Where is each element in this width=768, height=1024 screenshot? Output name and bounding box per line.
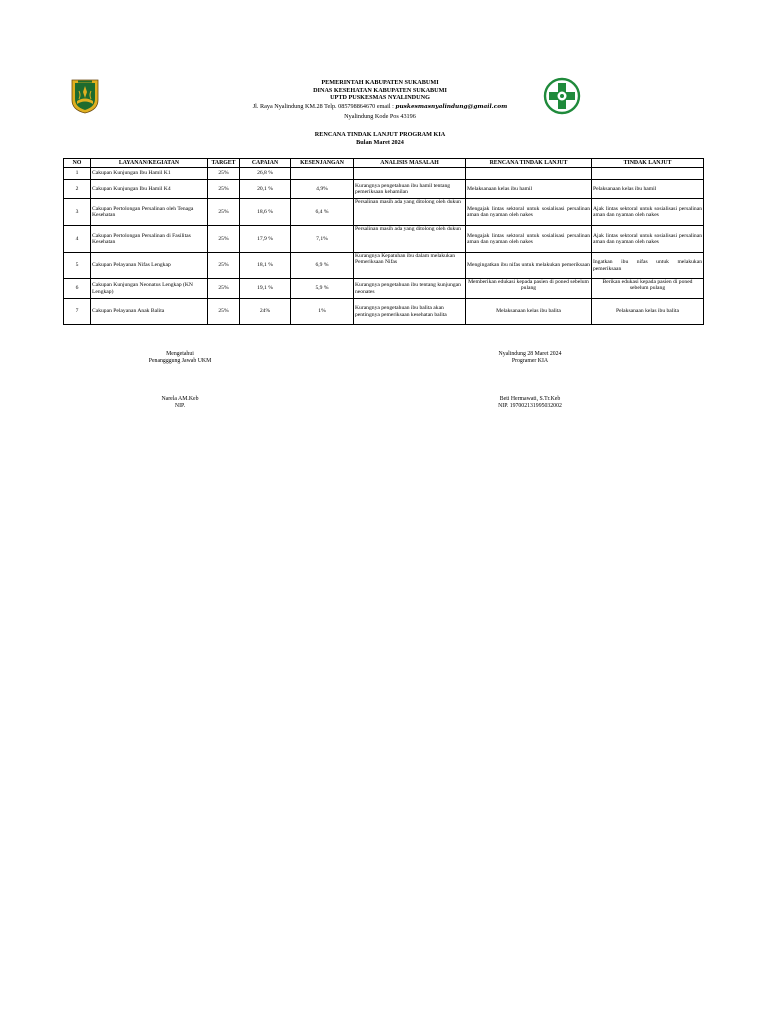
cell-capaian: 26,8 % (240, 168, 291, 180)
table-row (64, 168, 704, 180)
cell-no: 4 (64, 226, 91, 253)
signature-left-name: Narela AM.Keb (161, 395, 199, 402)
cell-kesenjangan: 7,1% (291, 226, 354, 253)
plan-table (63, 158, 704, 325)
cell-tindak: Berikan edukasi kepada pasien di poned sebelum pulang (592, 279, 704, 299)
cell-kesenjangan: 5,9 % (291, 279, 354, 299)
cell-rencana (466, 168, 592, 180)
header-address-text: Jl. Raya Nyalindung KM.28 Telp. 085798864670 email : (252, 102, 394, 110)
header-email: puskesmasnyalindung@gmail.com (395, 103, 508, 110)
cell-analisis: Kurangnya pengetahuan ibu balita akan pentingnya pemeriksaan kesehatan balita (354, 299, 466, 325)
cell-rencana: Mengajak lintas sektoral untuk sosialisasi persalinan aman dan nyaman oleh nakes (466, 226, 592, 253)
cell-capaian: 19,1 % (240, 279, 291, 299)
cell-analisis: Kurangnya Kepatuhan ibu dalam melakukan Pemeriksaan Nifas (354, 253, 466, 279)
title-period: Bulan Maret 2024 (356, 138, 404, 146)
cell-kesenjangan: 6,9 % (291, 253, 354, 279)
cell-tindak: Ajak lintas sektoral untuk sosialisasi persalinan aman dan nyaman oleh nakes (592, 226, 704, 253)
signature-left (110, 351, 250, 411)
cell-layanan: Cakupan Kunjungan Ibu Hamil K4 (91, 180, 208, 199)
signature-left-nip: NIP. (174, 403, 186, 410)
cell-no: 1 (64, 168, 91, 180)
cell-rencana: Mengajak lintas sektoral untuk sosialisasi persalinan aman dan nyaman oleh nakes (466, 199, 592, 226)
table-row (64, 279, 704, 299)
cell-no: 2 (64, 180, 91, 199)
kabupaten-sukabumi-emblem-icon (70, 78, 100, 114)
cell-target: 25% (208, 226, 240, 253)
cell-layanan: Cakupan Pelayanan Anak Balita (91, 299, 208, 325)
cell-capaian: 20,1 % (240, 180, 291, 199)
column-header: CAPAIAN (240, 159, 291, 168)
cell-tindak: Pelaksanaan kelas ibu hamil (592, 180, 704, 199)
cell-kesenjangan: 4,9% (291, 180, 354, 199)
cell-capaian: 17,9 % (240, 226, 291, 253)
cell-capaian: 24% (240, 299, 291, 325)
cell-analisis: Kurangnya pengetahuan ibu hamil tentang pemeriksaan kehamilan (354, 180, 466, 199)
cell-target: 25% (208, 279, 240, 299)
cell-target: 25% (208, 180, 240, 199)
cell-target: 25% (208, 299, 240, 325)
table-row (64, 199, 704, 226)
header-government: PEMERINTAH KABUPATEN SUKABUMI (321, 79, 439, 86)
cell-tindak: Pelaksanaan kelas ibu balita (592, 299, 704, 325)
table-header-row (64, 159, 704, 168)
document-title (180, 131, 580, 146)
cell-target: 25% (208, 168, 240, 180)
cell-rencana: Melaksanaan kelas ibu hamil (466, 180, 592, 199)
cell-layanan: Cakupan Pelayanan Nifas Lengkap (91, 253, 208, 279)
header-postal: Nyalindung Kode Pos 43196 (344, 113, 416, 121)
signature-right-date: Nyalindung 28 Maret 2024 (498, 351, 562, 357)
cell-analisis: Persalinan masih ada yang ditolong oleh dukun (354, 226, 466, 253)
column-header: RENCANA TINDAK LANJUT (466, 159, 592, 168)
column-header: ANALISIS MASALAH (354, 159, 466, 168)
cell-layanan: Cakupan Pertolongan Persalinan di Fasilitas Kesehatan (91, 226, 208, 253)
table-row (64, 180, 704, 199)
signature-left-role: Penangggung Jawab UKM (148, 358, 212, 365)
cell-target: 25% (208, 253, 240, 279)
cell-analisis (354, 168, 466, 180)
cell-kesenjangan: 1% (291, 299, 354, 325)
table-row (64, 299, 704, 325)
column-header: TINDAK LANJUT (592, 159, 704, 168)
signature-right-role: Programer KIA (511, 358, 549, 365)
cell-tindak (592, 168, 704, 180)
cell-rencana: Memberikan edukasi kepada pasien di poned sebelum pulang (466, 279, 592, 299)
signature-right-nip: NIP. 197002131995032002 (498, 403, 562, 410)
header-unit: UPTD PUSKESMAS NYALINDUNG (330, 94, 430, 102)
cell-no: 6 (64, 279, 91, 299)
cell-capaian: 18,1 % (240, 253, 291, 279)
letterhead (180, 79, 580, 122)
cell-target: 25% (208, 199, 240, 226)
cell-rencana: Mengingatkan ibu nifas untuk melakukan pemeriksaan (466, 253, 592, 279)
title-main: RENCANA TINDAK LANJUT PROGRAM KIA (314, 131, 446, 138)
cell-no: 5 (64, 253, 91, 279)
signature-right (460, 351, 600, 411)
header-address (180, 102, 580, 113)
cell-kesenjangan (291, 168, 354, 180)
cell-capaian: 18,6 % (240, 199, 291, 226)
cell-layanan: Cakupan Kunjungan Neonatus Lengkap (KN Lengkap) (91, 279, 208, 299)
cell-kesenjangan: 6,4 % (291, 199, 354, 226)
column-header: TARGET (208, 159, 240, 168)
column-header: NO (64, 159, 91, 168)
cell-rencana: Melaksanaan kelas ibu balita (466, 299, 592, 325)
cell-layanan: Cakupan Kunjungan Ibu Hamil K1 (91, 168, 208, 180)
table-row (64, 226, 704, 253)
cell-no: 7 (64, 299, 91, 325)
column-header: LAYANAN/KEGIATAN (91, 159, 208, 168)
cell-layanan: Cakupan Pertolongan Persalinan oleh Tenaga Kesehatan (91, 199, 208, 226)
signature-right-name: Beti Hermawati, S.Tr.Keb (499, 395, 561, 402)
column-header: KESENJANGAN (291, 159, 354, 168)
table-row (64, 253, 704, 279)
cell-analisis: Persalinan masih ada yang ditolong oleh dukun (354, 199, 466, 226)
header-department: DINAS KESEHATAN KABUPATEN SUKABUMI (313, 86, 447, 94)
signature-left-acknowledged: Mengetahui (166, 351, 194, 357)
cell-tindak: Ingatkan ibu nifas untuk melakukan pemeriksaan (592, 253, 704, 279)
cell-tindak: Ajak lintas sektoral untuk sosialisasi persalinan aman dan nyaman oleh nakes (592, 199, 704, 226)
cell-no: 3 (64, 199, 91, 226)
cell-analisis: Kurangnya pengetahuan ibu tentang kunjungan neonates (354, 279, 466, 299)
